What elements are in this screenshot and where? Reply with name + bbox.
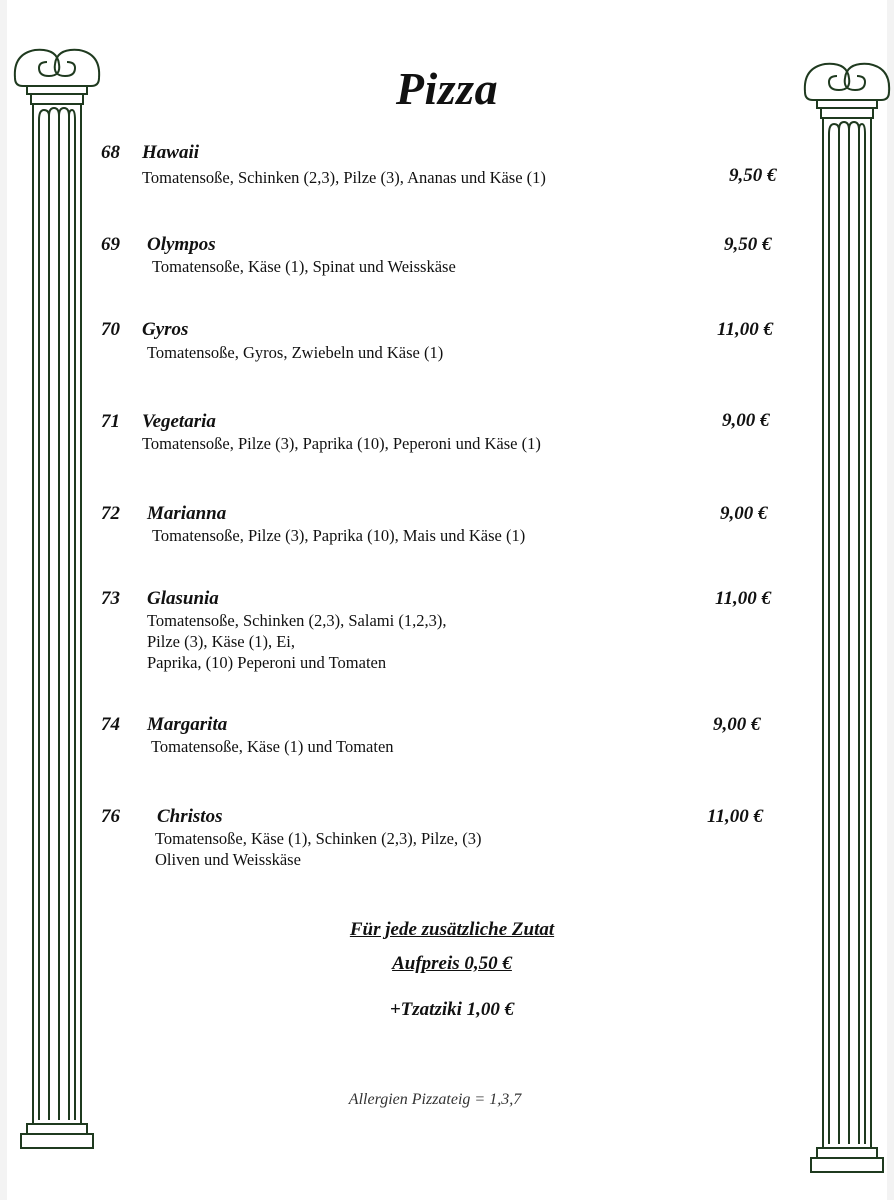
item-number: 70 [101,319,120,340]
item-price: 11,00 € [717,319,773,340]
extra-topping-price: Aufpreis 0,50 € [392,953,512,974]
item-name: Gyros [142,319,189,340]
tzatziki-note: +Tzatziki 1,00 € [389,999,515,1020]
item-description: Tomatensoße, Schinken (2,3), Pilze (3), Ananas und Käse (1) [142,168,546,187]
item-description: Tomatensoße, Käse (1) und Tomaten [151,737,394,756]
item-price: 11,00 € [715,588,771,609]
extra-topping-note: Für jede zusätzliche Zutat [349,919,555,940]
item-description: Oliven und Weisskäse [155,850,301,869]
item-number: 74 [101,714,120,735]
item-number: 72 [101,503,120,524]
item-name: Christos [157,806,223,827]
item-number: 68 [101,142,120,163]
item-price: 9,00 € [720,503,768,524]
item-price: 9,00 € [713,714,761,735]
item-number: 73 [101,588,120,609]
left-column-icon [9,40,105,1160]
item-description: Paprika, (10) Peperoni und Tomaten [147,653,387,672]
item-description: Tomatensoße, Schinken (2,3), Salami (1,2,3), [147,611,447,630]
page-title: Pizza [395,63,499,114]
item-description: Tomatensoße, Pilze (3), Paprika (10), Mais und Käse (1) [152,526,526,545]
item-number: 69 [101,234,120,255]
item-description: Tomatensoße, Käse (1), Spinat und Weisskäse [152,257,456,276]
item-price: 9,50 € [729,165,777,186]
item-name: Margarita [147,714,228,735]
menu-page [7,0,887,1200]
allergen-note: Allergien Pizzateig = 1,3,7 [348,1091,522,1108]
item-description: Tomatensoße, Pilze (3), Paprika (10), Peperoni und Käse (1) [142,434,541,453]
item-name: Olympos [147,234,216,255]
item-description: Tomatensoße, Käse (1), Schinken (2,3), Pilze, (3) [155,829,482,848]
item-number: 71 [101,411,120,432]
item-price: 9,50 € [724,234,772,255]
item-name: Marianna [147,503,227,524]
item-number: 76 [101,806,120,827]
item-name: Vegetaria [142,411,216,432]
item-price: 9,00 € [722,410,770,431]
item-description: Pilze (3), Käse (1), Ei, [147,632,295,651]
item-name: Glasunia [147,588,219,609]
item-description: Tomatensoße, Gyros, Zwiebeln und Käse (1) [147,343,444,362]
item-price: 11,00 € [707,806,763,827]
item-name: Hawaii [142,142,200,163]
